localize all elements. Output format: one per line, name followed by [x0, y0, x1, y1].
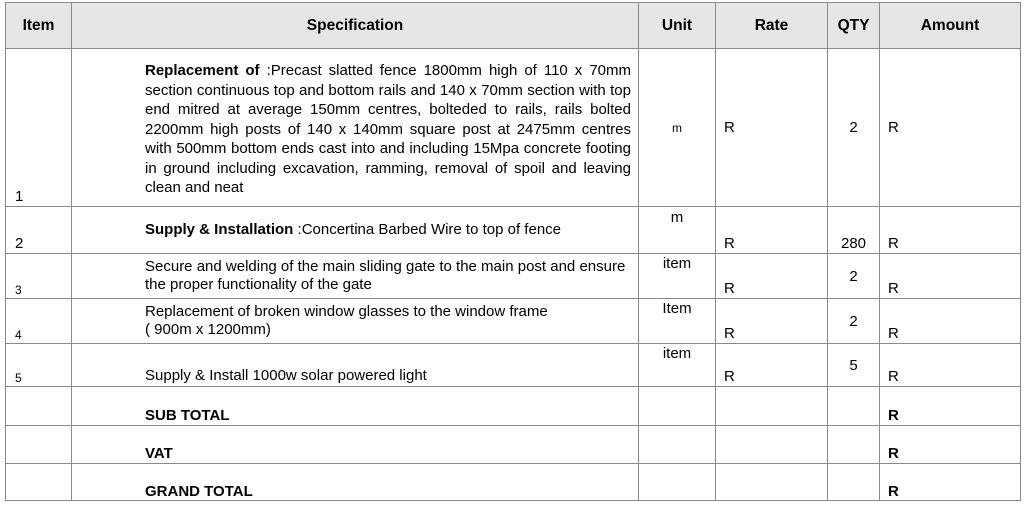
- amount-cell: R: [880, 299, 1021, 344]
- unit-cell: item: [639, 344, 716, 387]
- spec-bold-heading: Replacement of: [145, 62, 260, 80]
- table-row: [6, 254, 1021, 299]
- item-number: 2: [6, 207, 72, 254]
- header-qty: QTY: [828, 3, 880, 49]
- specification-cell: [72, 299, 639, 344]
- qty-cell: 2: [828, 49, 880, 207]
- spec-text-line-1: Replacement of broken window glasses to the window frame: [145, 303, 548, 320]
- rate-cell: R: [716, 344, 828, 387]
- amount-cell: R: [880, 254, 1021, 299]
- item-number: 1: [6, 49, 72, 207]
- spec-text: Secure and welding of the main sliding gate to the main post and ensure the proper functionality of the gate: [145, 258, 626, 293]
- subtotal-label: SUB TOTAL: [72, 387, 639, 426]
- unit-cell: m: [639, 207, 716, 254]
- vat-amount: R: [880, 426, 1021, 464]
- header-amount: Amount: [880, 3, 1021, 49]
- qty-cell: 2: [828, 254, 880, 299]
- item-number: 3: [6, 254, 72, 299]
- grand-total-amount: R: [880, 464, 1021, 501]
- qty-cell: 5: [828, 344, 880, 387]
- table-row: [6, 49, 1021, 207]
- specification-cell: [72, 254, 639, 299]
- rate-cell: R: [716, 254, 828, 299]
- table-row: [6, 299, 1021, 344]
- unit-cell: item: [639, 254, 716, 299]
- subtotal-amount: R: [880, 387, 1021, 426]
- rate-cell: R: [716, 49, 828, 207]
- vat-label: VAT: [72, 426, 639, 464]
- subtotal-row: [6, 387, 1021, 426]
- vat-row: [6, 426, 1021, 464]
- unit-cell: Item: [639, 299, 716, 344]
- spec-text: :Precast slatted fence 1800mm high of 110 x 70mm section continuous top and bottom rails and 140 x 70mm section with top end mitred at average 150mm centres, bolteded to rails, rails bolted 2200mm high posts of 140 x 140mm square post at 2475mm centres with 500mm bottom ends cast into and including 15Mpa concrete footing in ground including excavation, ramming, removal of spoil and leaving clean and neat: [145, 62, 632, 197]
- grand-total-row: [6, 464, 1021, 501]
- amount-cell: R: [880, 49, 1021, 207]
- bill-of-quantities-table: [5, 2, 1021, 501]
- specification-cell: [72, 344, 639, 387]
- spec-text: Supply & Install 1000w solar powered light: [145, 366, 427, 384]
- table-row: [6, 207, 1021, 254]
- spec-bold-heading: Supply & Installation: [145, 221, 294, 239]
- qty-cell: 2: [828, 299, 880, 344]
- item-number: 4: [6, 299, 72, 344]
- specification-cell: [72, 49, 639, 207]
- item-number: 5: [6, 344, 72, 387]
- spec-text: :Concertina Barbed Wire to top of fence: [293, 221, 562, 239]
- header-rate: Rate: [716, 3, 828, 49]
- spec-text-line-2: ( 900m x 1200mm): [145, 321, 271, 338]
- unit-cell: m: [639, 49, 716, 207]
- grand-total-label: GRAND TOTAL: [72, 464, 639, 501]
- amount-cell: R: [880, 344, 1021, 387]
- rate-cell: R: [716, 299, 828, 344]
- header-unit: Unit: [639, 3, 716, 49]
- rate-cell: R: [716, 207, 828, 254]
- specification-cell: [72, 207, 639, 254]
- header-specification: Specification: [72, 3, 639, 49]
- header-item: Item: [6, 3, 72, 49]
- table-row: [6, 344, 1021, 387]
- amount-cell: R: [880, 207, 1021, 254]
- qty-cell: 280: [828, 207, 880, 254]
- table-header-row: [6, 3, 1021, 49]
